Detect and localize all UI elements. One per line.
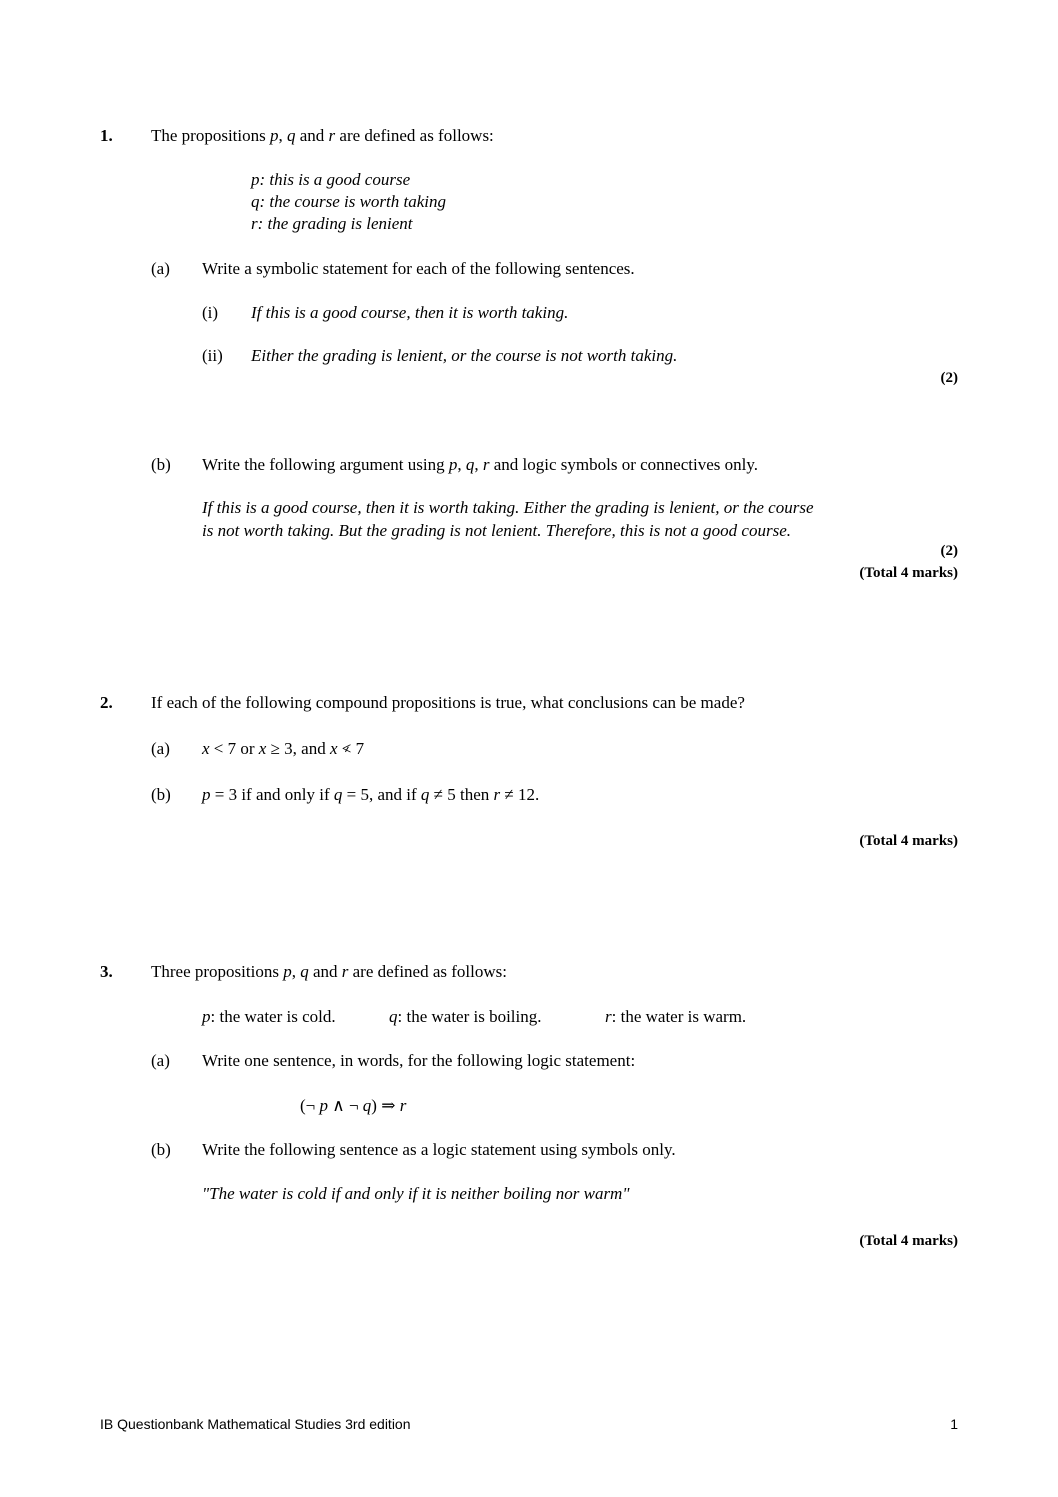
question-number: 2. (100, 693, 113, 712)
definition-q: q: the water is boiling. (389, 1007, 542, 1026)
total-marks: (Total 4 marks) (859, 833, 958, 849)
footer-title: IB Questionbank Mathematical Studies 3rd edition (100, 1416, 411, 1432)
definition-q: q: the course is worth taking (251, 192, 447, 211)
total-marks: (Total 4 marks) (859, 565, 958, 581)
not-less-than-symbol: < (341, 739, 352, 758)
logic-statement: (¬ p ∧ ¬ q) ⇒ r (300, 1096, 407, 1115)
argument-line: If this is a good course, then it is worth taking. Either the grading is lenient, or the course (202, 498, 814, 517)
part-label: (b) (151, 1140, 171, 1159)
part-a-text: Write a symbolic statement for each of the following sentences. (202, 259, 635, 278)
definition-r: r: the grading is lenient (251, 214, 413, 233)
question-intro: Three propositions p, q and r are defined as follows: (151, 962, 507, 981)
part-label: (a) (151, 1051, 170, 1070)
subpart-label: (i) (202, 303, 219, 322)
page-number: 1 (950, 1416, 958, 1432)
part-label: (a) (151, 259, 170, 278)
argument-line: is not worth taking. But the grading is not lenient. Therefore, this is not a good course. (202, 521, 791, 540)
subpart-ii-text: Either the grading is lenient, or the course is not worth taking. (251, 346, 678, 365)
part-label: (b) (151, 455, 171, 474)
quoted-sentence: "The water is cold if and only if it is neither boiling nor warm" (202, 1184, 630, 1203)
marks-label: (2) (940, 543, 958, 559)
definition-p: p: this is a good course (251, 170, 411, 189)
part-b-text: p = 3 if and only if q = 5, and if q ≠ 5 then r ≠ 12. (202, 785, 540, 804)
definition-r: r: the water is warm. (605, 1007, 747, 1026)
part-label: (a) (151, 739, 170, 758)
part-a-text: x < 7 or x ≥ 3, and x < 7 (202, 739, 365, 758)
question-intro: If each of the following compound propositions is true, what conclusions can be made? (151, 693, 745, 712)
definition-p: p: the water is cold. (202, 1007, 336, 1026)
part-b-text: Write the following argument using p, q, r and logic symbols or connectives only. (202, 455, 758, 474)
question-intro: The propositions p, q and r are defined as follows: (151, 126, 494, 145)
subpart-label: (ii) (202, 346, 223, 365)
part-label: (b) (151, 785, 171, 804)
part-a-text: Write one sentence, in words, for the following logic statement: (202, 1051, 636, 1070)
question-number: 3. (100, 962, 113, 981)
marks-label: (2) (940, 370, 958, 386)
question-number: 1. (100, 126, 113, 145)
total-marks: (Total 4 marks) (859, 1233, 958, 1249)
subpart-i-text: If this is a good course, then it is worth taking. (251, 303, 569, 322)
part-b-text: Write the following sentence as a logic statement using symbols only. (202, 1140, 676, 1159)
